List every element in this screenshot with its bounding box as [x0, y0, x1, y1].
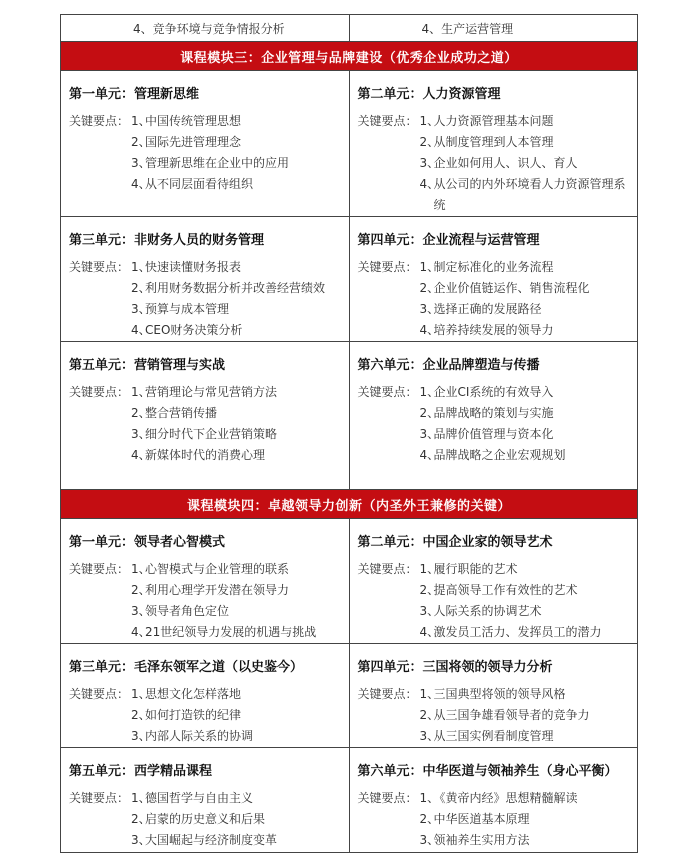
- key-point-number: 1、: [419, 260, 440, 274]
- key-point: [358, 111, 630, 132]
- key-point-number: 1、: [131, 114, 151, 128]
- key-point-number: 4、: [131, 177, 151, 191]
- key-point-number: 3、: [131, 156, 151, 170]
- module-banner-row: [61, 42, 638, 71]
- key-point-number: 2、: [419, 812, 440, 826]
- key-point: [69, 622, 341, 643]
- key-point: [358, 601, 630, 622]
- key-point-number: 1、: [419, 687, 440, 701]
- unit-cell: [61, 644, 350, 748]
- unit-title: 第一单元：领导者心智模式: [69, 535, 226, 550]
- key-point: [69, 132, 341, 153]
- key-point-number: 2、: [131, 135, 151, 149]
- unit-cell: [61, 217, 350, 342]
- unit-cell: [349, 519, 638, 644]
- key-point-number: 2、: [131, 812, 151, 826]
- key-point-number: 1、: [419, 791, 440, 805]
- key-point: [358, 445, 630, 466]
- unit-content: [350, 71, 638, 216]
- key-point: [69, 559, 341, 580]
- key-point: [69, 174, 341, 195]
- key-point-text: 管理新思维在企业中的应用: [145, 156, 290, 170]
- key-point-text: 如何打造铁的纪律: [145, 708, 242, 722]
- key-points-label: 关键要点：: [69, 562, 130, 576]
- key-point-text: 思想文化怎样落地: [145, 687, 242, 701]
- key-point-number: 3、: [131, 604, 151, 618]
- key-point-number: 1、: [131, 385, 151, 399]
- key-point-text: 国际先进管理理念: [145, 135, 242, 149]
- key-point: [358, 726, 630, 747]
- key-point-number: 2、: [419, 135, 440, 149]
- key-point-text: 营销理论与常见营销方法: [145, 385, 278, 399]
- key-point-number: 1、: [131, 562, 151, 576]
- key-point: [69, 726, 341, 747]
- key-point-number: 2、: [131, 406, 151, 420]
- top-row-left-text: 4、竞争环境与竞争情报分析: [133, 21, 285, 36]
- key-point: [69, 705, 341, 726]
- key-point-text: 内部人际关系的协调: [145, 729, 254, 743]
- key-point-text: 企业价值链运作、销售流程化: [433, 281, 590, 295]
- unit-row: [61, 748, 638, 853]
- key-point-text: 从三国争雄看领导者的竞争力: [433, 708, 590, 722]
- key-point-text: 整合营销传播: [145, 406, 218, 420]
- unit-title: 第六单元：中华医道与领袖养生（身心平衡）: [357, 764, 618, 779]
- key-point-number: 1、: [419, 114, 440, 128]
- key-point-number: 2、: [419, 583, 440, 597]
- key-point: [69, 382, 341, 403]
- unit-row: [61, 644, 638, 748]
- key-point: [69, 257, 341, 278]
- unit-title: 第四单元：企业流程与运营管理: [357, 233, 540, 248]
- key-point-text: 启蒙的历史意义和后果: [145, 812, 266, 826]
- key-point-text: 预算与成本管理: [145, 302, 230, 316]
- key-point-text: 品牌价值管理与资本化: [433, 427, 554, 441]
- key-points-label: 关键要点：: [357, 114, 418, 128]
- key-point-number: 4、: [419, 323, 440, 337]
- unit-title: 第三单元：非财务人员的财务管理: [69, 233, 265, 248]
- key-point-number: 2、: [419, 281, 440, 295]
- unit-content: [61, 342, 349, 466]
- unit-cell: [349, 71, 638, 217]
- key-point: [358, 684, 630, 705]
- key-point: [358, 382, 630, 403]
- key-point: [358, 622, 630, 643]
- unit-content: [350, 519, 638, 643]
- key-point-text: 从不同层面看待组织: [145, 177, 254, 191]
- unit-cell: [349, 748, 638, 853]
- unit-content: [61, 644, 349, 747]
- key-point: [69, 809, 341, 830]
- key-point: [358, 705, 630, 726]
- key-point-number: 4、: [131, 625, 151, 639]
- module-title: 课程模块三：企业管理与品牌建设（优秀企业成功之道）: [61, 42, 638, 71]
- key-point: [69, 788, 341, 809]
- key-points-label: 关键要点：: [69, 791, 130, 805]
- key-point: [69, 424, 341, 445]
- key-point-number: 1、: [131, 687, 151, 701]
- key-point-number: 1、: [131, 260, 151, 274]
- key-points-label: 关键要点：: [357, 385, 418, 399]
- key-point-number: 4、: [419, 448, 440, 462]
- unit-title: 第三单元：毛泽东领军之道（以史鉴今）: [69, 660, 304, 675]
- key-point-text: 领袖养生实用方法: [433, 833, 530, 847]
- unit-title: 第六单元：企业品牌塑造与传播: [357, 358, 540, 373]
- key-point-number: 3、: [131, 729, 151, 743]
- key-point-text: 利用财务数据分析并改善经营绩效: [145, 281, 326, 295]
- unit-cell: [61, 748, 350, 853]
- key-point-text: 利用心理学开发潜在领导力: [145, 583, 290, 597]
- key-point-text: 大国崛起与经济制度变革: [145, 833, 278, 847]
- unit-content: [61, 748, 349, 851]
- unit-title: 第四单元：三国将领的领导力分析: [357, 660, 553, 675]
- unit-cell: [349, 342, 638, 490]
- key-points-label: 关键要点：: [69, 385, 130, 399]
- key-point: [69, 601, 341, 622]
- key-point: [69, 580, 341, 601]
- unit-row: [61, 342, 638, 490]
- key-point: [69, 320, 341, 341]
- key-point: [69, 684, 341, 705]
- unit-row: [61, 71, 638, 217]
- key-points-label: 关键要点：: [357, 562, 418, 576]
- key-point-text: 培养持续发展的领导力: [433, 323, 554, 337]
- key-point-number: 2、: [419, 406, 440, 420]
- unit-title: 第二单元：人力资源管理: [357, 87, 501, 102]
- top-row-right-text: 4、生产运营管理: [421, 21, 514, 36]
- unit-cell: [349, 217, 638, 342]
- key-point: [358, 320, 630, 341]
- key-points-label: 关键要点：: [357, 260, 418, 274]
- key-point-number: 3、: [131, 833, 151, 847]
- unit-title: 第二单元：中国企业家的领导艺术: [357, 535, 553, 550]
- key-points-label: 关键要点：: [357, 687, 418, 701]
- key-point: [69, 445, 341, 466]
- unit-content: [350, 748, 638, 851]
- key-points-label: 关键要点：: [357, 791, 418, 805]
- key-point-number: 3、: [419, 729, 440, 743]
- key-point: [358, 153, 630, 174]
- key-point: [358, 424, 630, 445]
- key-point: [358, 559, 630, 580]
- key-point-number: 1、: [419, 562, 440, 576]
- unit-row: [61, 519, 638, 644]
- course-table-body: [60, 14, 638, 853]
- module-title: 课程模块四：卓越领导力创新（内圣外王兼修的关键）: [61, 490, 638, 519]
- key-point-text: 新媒体时代的消费心理: [145, 448, 266, 462]
- key-point-text: 品牌战略的策划与实施: [433, 406, 554, 420]
- key-point: [358, 174, 630, 216]
- unit-title: 第一单元：管理新思维: [69, 87, 200, 102]
- key-point-number: 2、: [131, 281, 151, 295]
- unit-content: [61, 71, 349, 195]
- key-point-number: 3、: [419, 604, 440, 618]
- key-point-text: 企业如何用人、识人、育人: [433, 156, 578, 170]
- key-point-text: 快速读懂财务报表: [145, 260, 242, 274]
- unit-title: 第五单元：营销管理与实战: [69, 358, 226, 373]
- unit-content: [350, 342, 638, 466]
- key-point-text: 从公司的内外环境看人力资源管理系统: [433, 177, 626, 212]
- key-point-text: 企业CI系统的有效导入: [433, 385, 554, 399]
- key-point-text: 选择正确的发展路径: [433, 302, 542, 316]
- key-point-number: 3、: [131, 302, 151, 316]
- unit-cell: [349, 644, 638, 748]
- unit-content: [61, 519, 349, 643]
- key-point-number: 4、: [419, 625, 440, 639]
- key-point-text: 中国传统管理思想: [145, 114, 242, 128]
- key-point-text: 从三国实例看制度管理: [433, 729, 554, 743]
- key-points-label: 关键要点：: [69, 687, 130, 701]
- key-point-number: 2、: [419, 708, 440, 722]
- unit-content: [61, 217, 349, 341]
- key-point-number: 3、: [419, 156, 440, 170]
- key-point-text: 心智模式与企业管理的联系: [145, 562, 290, 576]
- key-point-number: 4、: [419, 177, 440, 191]
- key-point-number: 1、: [131, 791, 151, 805]
- key-point-text: 细分时代下企业营销策略: [145, 427, 278, 441]
- key-point-text: 德国哲学与自由主义: [145, 791, 254, 805]
- key-point: [69, 299, 341, 320]
- key-point-number: 4、: [131, 323, 151, 337]
- key-point-number: 2、: [131, 583, 151, 597]
- key-point: [358, 580, 630, 601]
- key-point-text: 领导者角色定位: [145, 604, 230, 618]
- key-point: [69, 278, 341, 299]
- key-point-text: 三国典型将领的领导风格: [433, 687, 566, 701]
- key-point-text: 人际关系的协调艺术: [433, 604, 542, 618]
- top-row: [61, 15, 638, 42]
- key-point: [358, 788, 630, 809]
- key-point-number: 2、: [131, 708, 151, 722]
- key-points-label: 关键要点：: [69, 114, 130, 128]
- unit-title: 第五单元：西学精品课程: [69, 764, 213, 779]
- key-point-text: 从制度管理到人本管理: [433, 135, 554, 149]
- key-point-text: 激发员工活力、发挥员工的潜力: [433, 625, 602, 639]
- key-point-text: 中华医道基本原理: [433, 812, 530, 826]
- key-point: [358, 830, 630, 851]
- key-point: [358, 132, 630, 153]
- key-point-number: 4、: [131, 448, 151, 462]
- unit-cell: [61, 342, 350, 490]
- key-point: [358, 278, 630, 299]
- unit-content: [350, 644, 638, 747]
- key-point: [69, 830, 341, 851]
- key-point: [69, 403, 341, 424]
- key-point-text: 21世纪领导力发展的机遇与挑战: [145, 625, 317, 639]
- key-point-text: 提高领导工作有效性的艺术: [433, 583, 578, 597]
- key-point-text: 《黄帝内经》思想精髓解读: [433, 791, 578, 805]
- unit-cell: [61, 519, 350, 644]
- key-point-number: 1、: [419, 385, 440, 399]
- key-point-number: 3、: [419, 302, 440, 316]
- key-point: [358, 403, 630, 424]
- key-point-number: 3、: [419, 833, 440, 847]
- unit-row: [61, 217, 638, 342]
- key-point-text: 品牌战略之企业宏观规划: [433, 448, 566, 462]
- key-point: [358, 299, 630, 320]
- module-banner-row: [61, 490, 638, 519]
- unit-content: [350, 217, 638, 341]
- key-point-text: 履行职能的艺术: [433, 562, 518, 576]
- key-point: [69, 153, 341, 174]
- unit-cell: [61, 71, 350, 217]
- key-point-number: 3、: [131, 427, 151, 441]
- course-table: [60, 14, 638, 853]
- key-point-number: 3、: [419, 427, 440, 441]
- key-point-text: CEO财务决策分析: [145, 323, 243, 337]
- top-row-left: [61, 15, 350, 42]
- key-point: [358, 809, 630, 830]
- key-point-text: 制定标准化的业务流程: [433, 260, 554, 274]
- key-point: [358, 257, 630, 278]
- top-row-right: [349, 15, 638, 42]
- key-point: [69, 111, 341, 132]
- key-point-text: 人力资源管理基本问题: [433, 114, 554, 128]
- key-points-label: 关键要点：: [69, 260, 130, 274]
